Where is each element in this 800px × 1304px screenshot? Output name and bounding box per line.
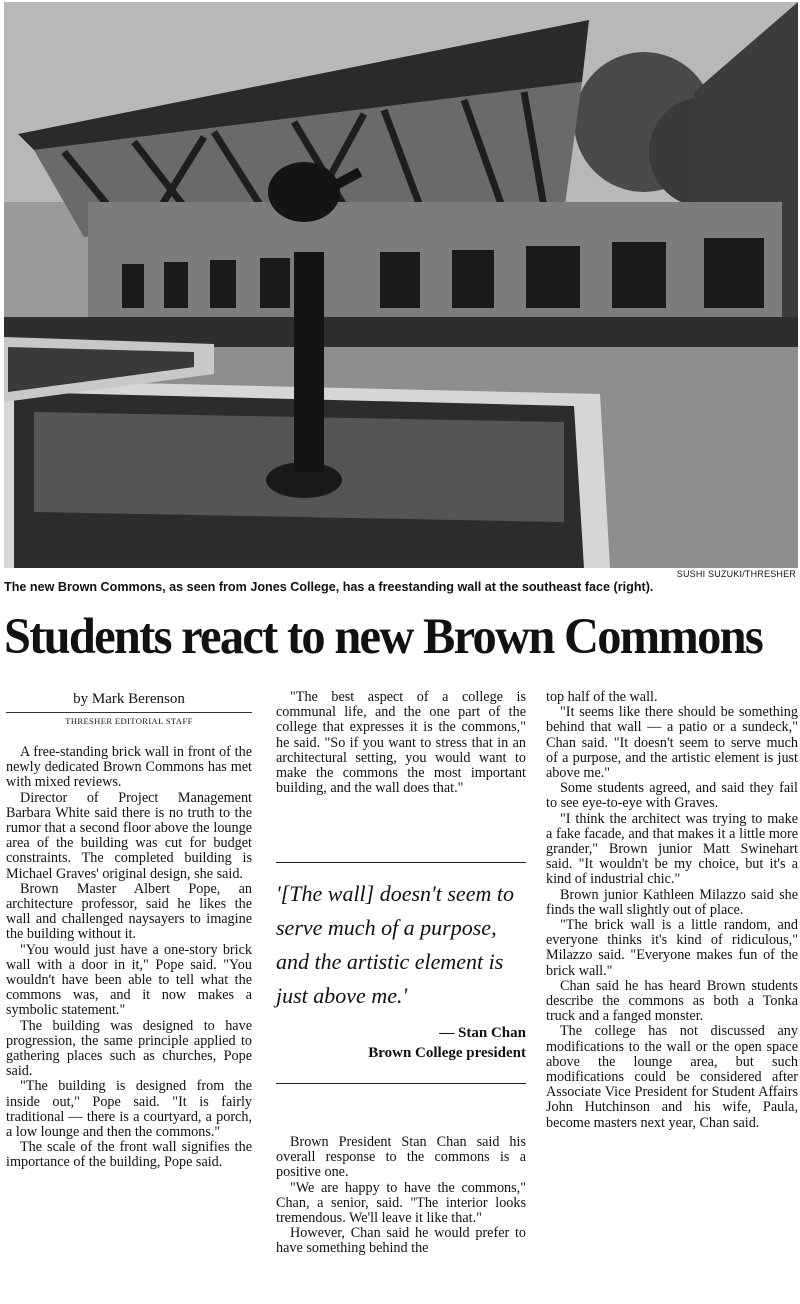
article-column-2-bottom — [276, 1135, 526, 1304]
paragraph: "It seems like there should be something behind that wall — a patio or a sundeck," Chan said. "It doesn't seem to serve much of a purpose, and the artistic element is just above me." — [546, 704, 798, 782]
paragraph: "The building is designed from the inside out," Pope said. "It is fairly traditional — there is a courtyard, a porch, a low lounge and then the commons." — [6, 1078, 252, 1141]
photo-credit: SUSHI SUZUKI/THRESHER — [676, 569, 796, 579]
pull-quote-text: '[The wall] doesn't seem to serve much of a purpose, and the artistic element is just above me.' — [276, 881, 514, 1008]
pull-quote-attribution: — Stan Chan — [439, 1025, 526, 1041]
paragraph: Some students agreed, and said they fail to see eye-to-eye with Graves. — [546, 780, 798, 812]
article-column-1 — [6, 690, 252, 1304]
paragraph: The scale of the front wall signifies the importance of the building, Pope said. — [6, 1139, 252, 1171]
paragraph: Chan said he has heard Brown students describe the commons as both a Tonka truck and a fanged monster. — [546, 977, 798, 1025]
paragraph: The building was designed to have progression, the same principle applied to gathering places such as churches, Pope said. — [6, 1017, 252, 1080]
paragraph: Brown Master Albert Pope, an architecture professor, said he likes the wall and challenged naysayers to imagine the building without it. — [6, 880, 252, 943]
paragraph: "You would just have a one-story brick wall with a door in it," Pope said. "You wouldn't have been able to tell what the commons was, and it now makes a symbolic statement." — [6, 941, 252, 1019]
paragraph: The college has not discussed any modifications to the wall or the open space above the lounge area, but such modifications could be considered after Associate Vice President for Student Affairs John Hutchinson and his wife, Paula, become masters next year, Chan said. — [546, 1023, 798, 1131]
byline-rule — [6, 712, 252, 713]
article-photo — [4, 2, 798, 568]
paragraph: "The best aspect of a college is communal life, and the one part of the college that expresses it is the commons," he said. "So if you want to stress that in an architectural setting, you would want to make the commons the most important building, and the wall does that." — [276, 689, 526, 797]
paragraph: "I think the architect was trying to make a fake facade, and that makes it a little more grander," Brown junior Matt Swinehart said. "It wouldn't be my choice, but it's a kind of industrial chic." — [546, 810, 798, 888]
paragraph: "We are happy to have the commons," Chan, a senior, said. "The interior looks tremendous. We'll leave it like that." — [276, 1179, 526, 1227]
photo-caption: The new Brown Commons, as seen from Jones College, has a freestanding wall at the southeast face (right). — [4, 580, 654, 594]
pull-quote-title: Brown College president — [368, 1045, 526, 1061]
headline: Students react to new Brown Commons — [4, 609, 762, 665]
paragraph: top half of the wall. — [546, 689, 658, 705]
paragraph: Brown President Stan Chan said his overall response to the commons is a positive one. — [276, 1134, 526, 1181]
photo-illustration — [4, 2, 798, 568]
paragraph: A free-standing brick wall in front of the newly dedicated Brown Commons has met with mixed reviews. — [6, 744, 252, 791]
paragraph: "The brick wall is a little random, and everyone thinks it's kind of ridiculous," Milazzo said. "Everyone makes fun of the brick wall." — [546, 917, 798, 979]
paragraph: However, Chan said he would prefer to have something behind the — [276, 1225, 526, 1257]
byline-staff: THRESHER EDITORIAL STAFF — [65, 716, 193, 726]
article-column-3 — [546, 690, 798, 1304]
pull-quote — [276, 862, 526, 1084]
paragraph: Director of Project Management Barbara White said there is no truth to the rumor that a second floor above the lounge area of the building was cut for budget constraints. The completed building is Michael Graves' original design, she said. — [6, 789, 252, 882]
byline-author: by Mark Berenson — [73, 691, 185, 707]
paragraph: Brown junior Kathleen Milazzo said she finds the wall slightly out of place. — [546, 886, 798, 918]
